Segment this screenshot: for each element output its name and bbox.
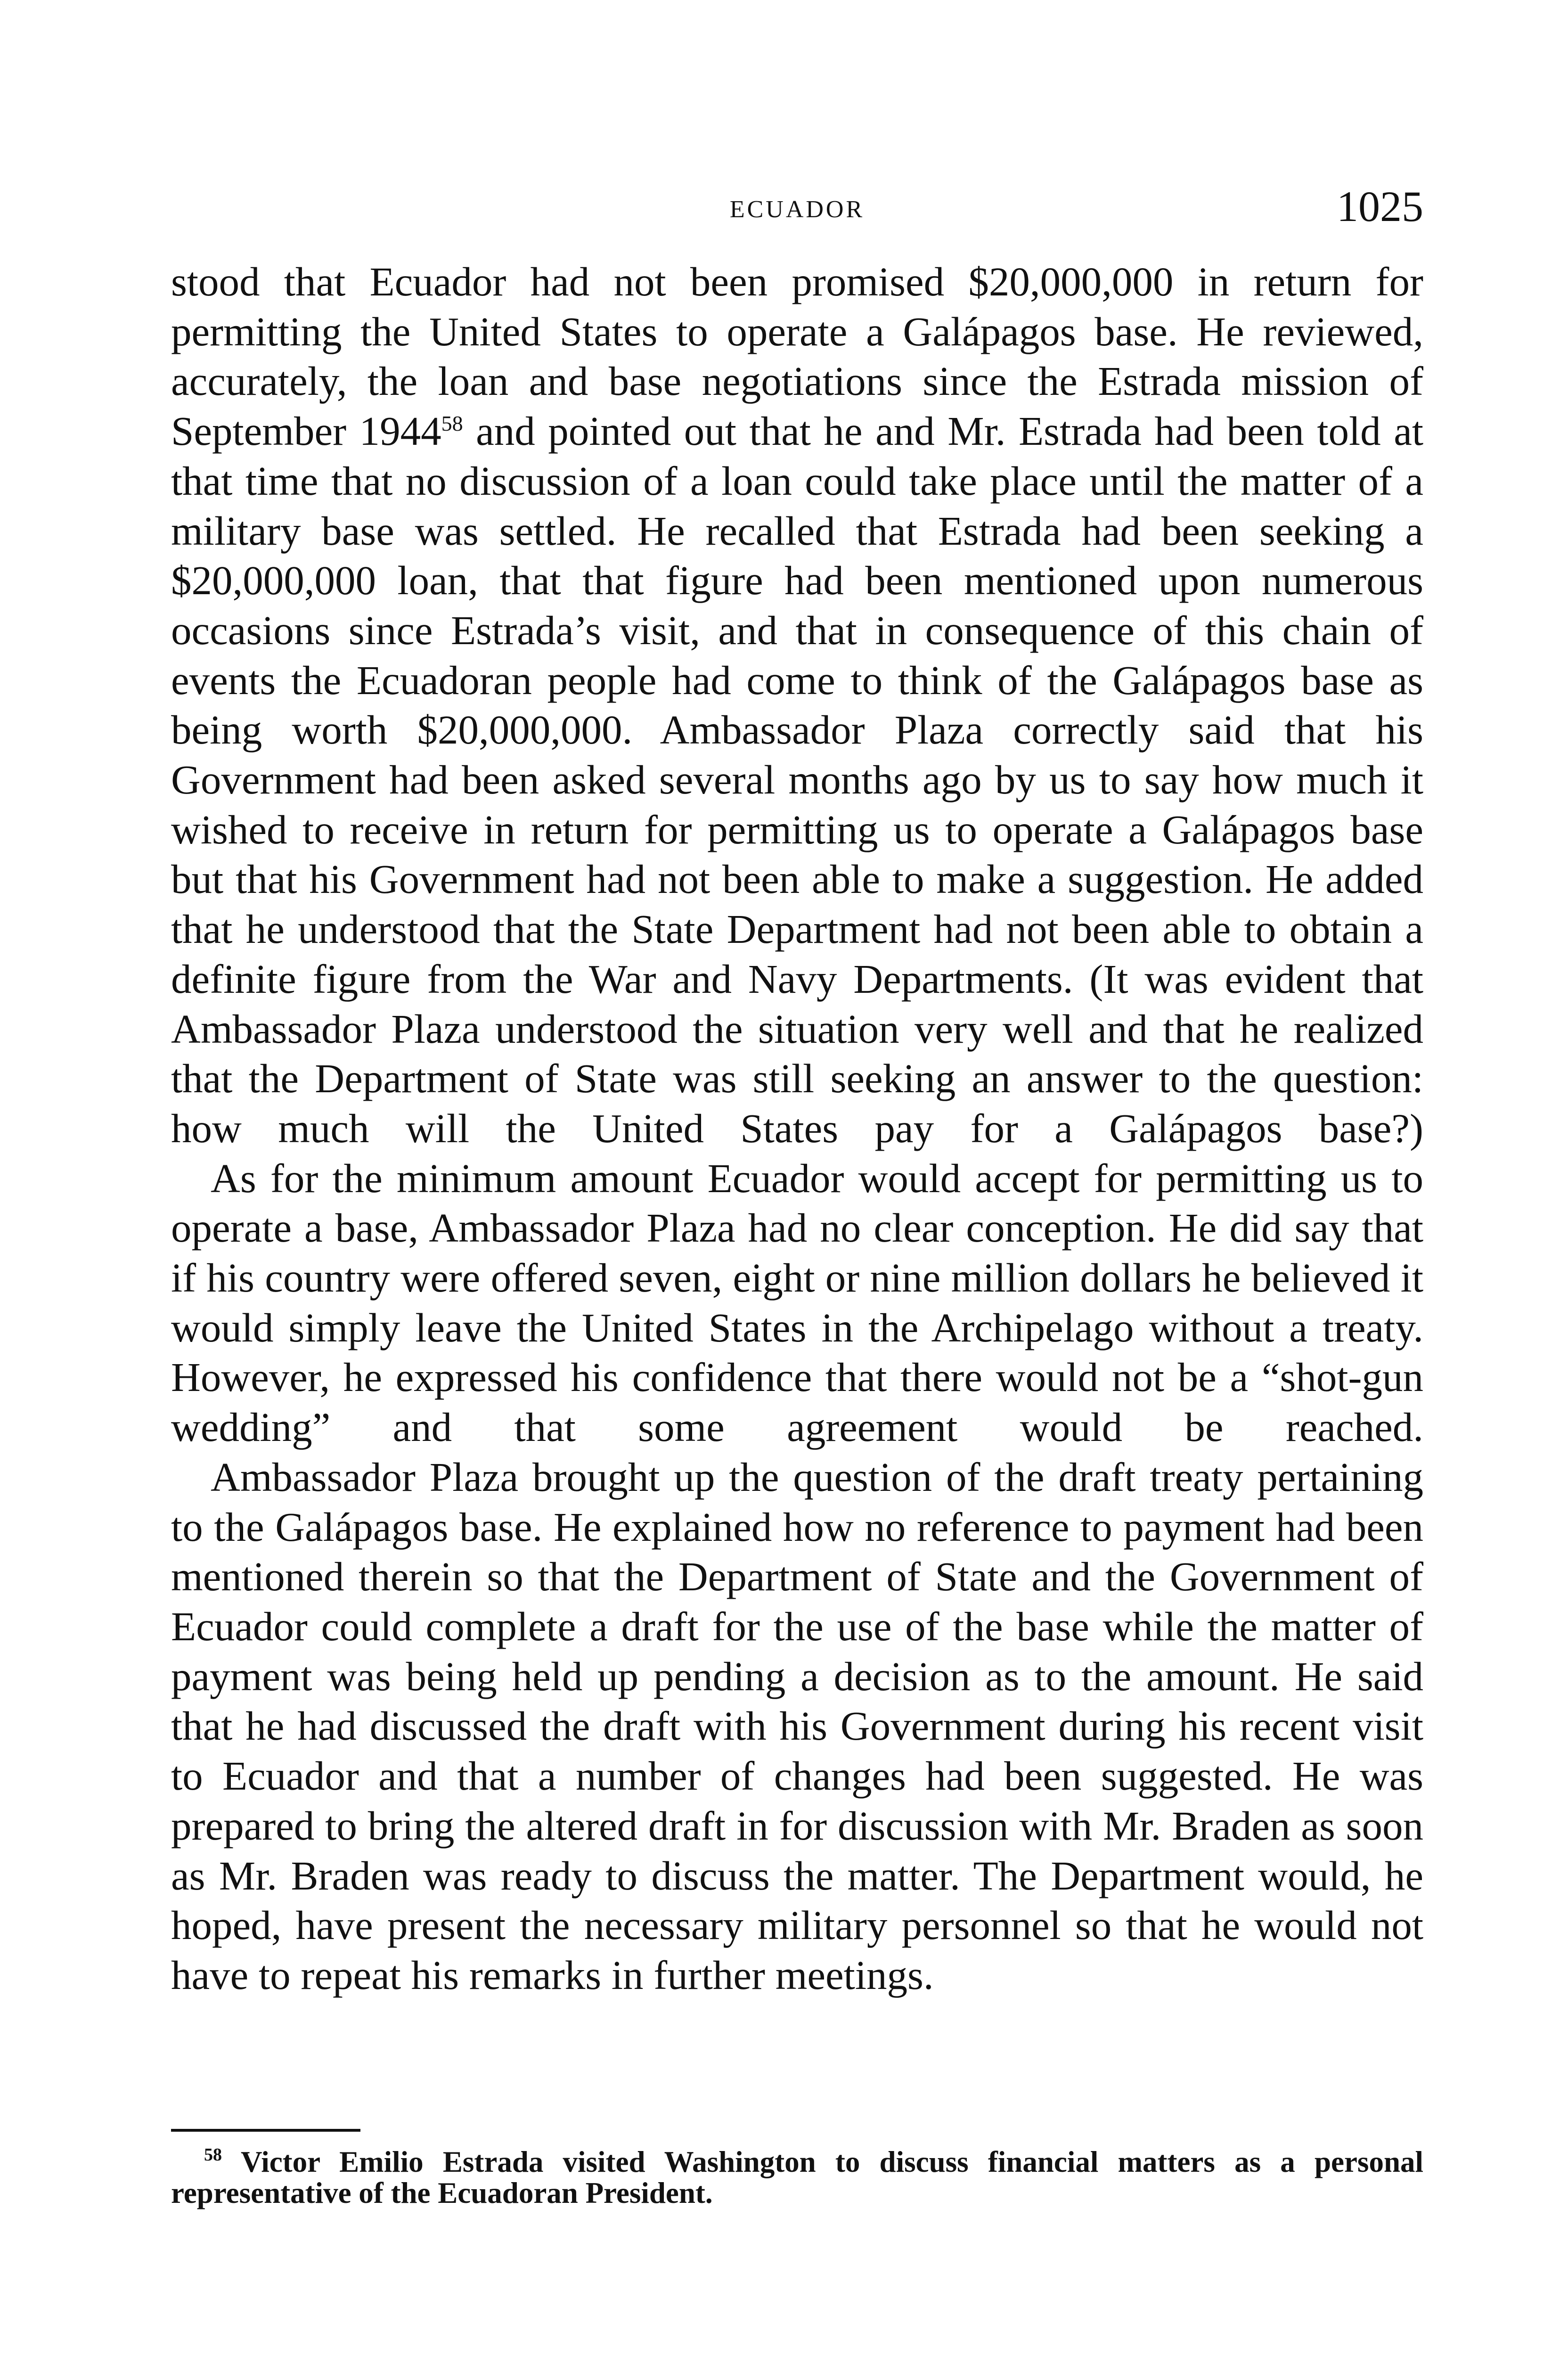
footnote-58 [171, 2146, 1423, 2209]
paragraph-1-text-b: and pointed out that he and Mr. Estrada had been told at that time that no discussion of a loan could take place until the matter of a military base was settled. He recalled that Estrada had been seeking a $20,000,000 loan, that that figure had been mentioned upon numerous occasions since Estrada’s visit, and that in consequence of this chain of events the Ecuadoran people had come to think of the Galápagos base as being worth $20,000,000. Ambassador Plaza correctly said that his Government had been asked several months ago by us to say how much it wished to receive in return for permitting us to operate a Galápagos base but that his Government had not been able to make a suggestion. He added that he understood that the State Department had not been able to obtain a definite figure from the War and Navy Departments. (It was evident that Ambassador Plaza understood the situation very well and that he realized that the Department of State was still seeking an answer to the question: how much will the United States pay for a Galápagos base?) [171, 408, 1423, 1151]
footnote-mark-58: 58 [204, 2145, 222, 2165]
paragraph-3: Ambassador Plaza brought up the question of the draft treaty pertaining to the Galápagos base. He explained how no reference to payment had been mentioned therein so that the Department of State and the Government of Ecuador could complete a draft for the use of the base while the matter of payment was being held up pending a decision as to the amount. He said that he had discussed the draft with his Government during his recent visit to Ecuador and that a number of changes had been suggested. He was prepared to bring the altered draft in for discussion with Mr. Braden as soon as Mr. Braden was ready to discuss the matter. The Department would, he hoped, have present the necessary military personnel so that he would not have to repeat his remarks in further meetings. [171, 1454, 1423, 1998]
footnote-divider [171, 2129, 360, 2132]
body-text [171, 257, 1423, 2000]
paragraph-1-text-a: stood that Ecuador had not been promised $20,000,000 in return for permitting the United States to operate a Galápagos base. He reviewed, accurately, the loan and base negotiations since the Estrada mission of September 1944 [171, 259, 1423, 454]
running-title: ECUADOR [729, 196, 865, 223]
footnote-reference-58: 58 [441, 411, 463, 436]
footnote-58-paragraph [171, 2146, 1423, 2209]
footnote-58-text: Victor Emilio Estrada visited Washington to discuss financial matters as a personal representative of the Ecuadoran President. [171, 2145, 1423, 2209]
page-number: 1025 [1337, 182, 1423, 230]
running-head [171, 181, 1423, 233]
paragraph-2: As for the minimum amount Ecuador would accept for permitting us to operate a base, Ambassador Plaza had no clear conception. He did say that if his country were offered seven, eight or nine million dollars he believed it would simply leave the United States in the Archipelago without a treaty. However, he expressed his confidence that there would not be a “shot-gun wedding” and that some agreement would be reached. [171, 1155, 1423, 1450]
paragraph-1 [171, 257, 1423, 1153]
